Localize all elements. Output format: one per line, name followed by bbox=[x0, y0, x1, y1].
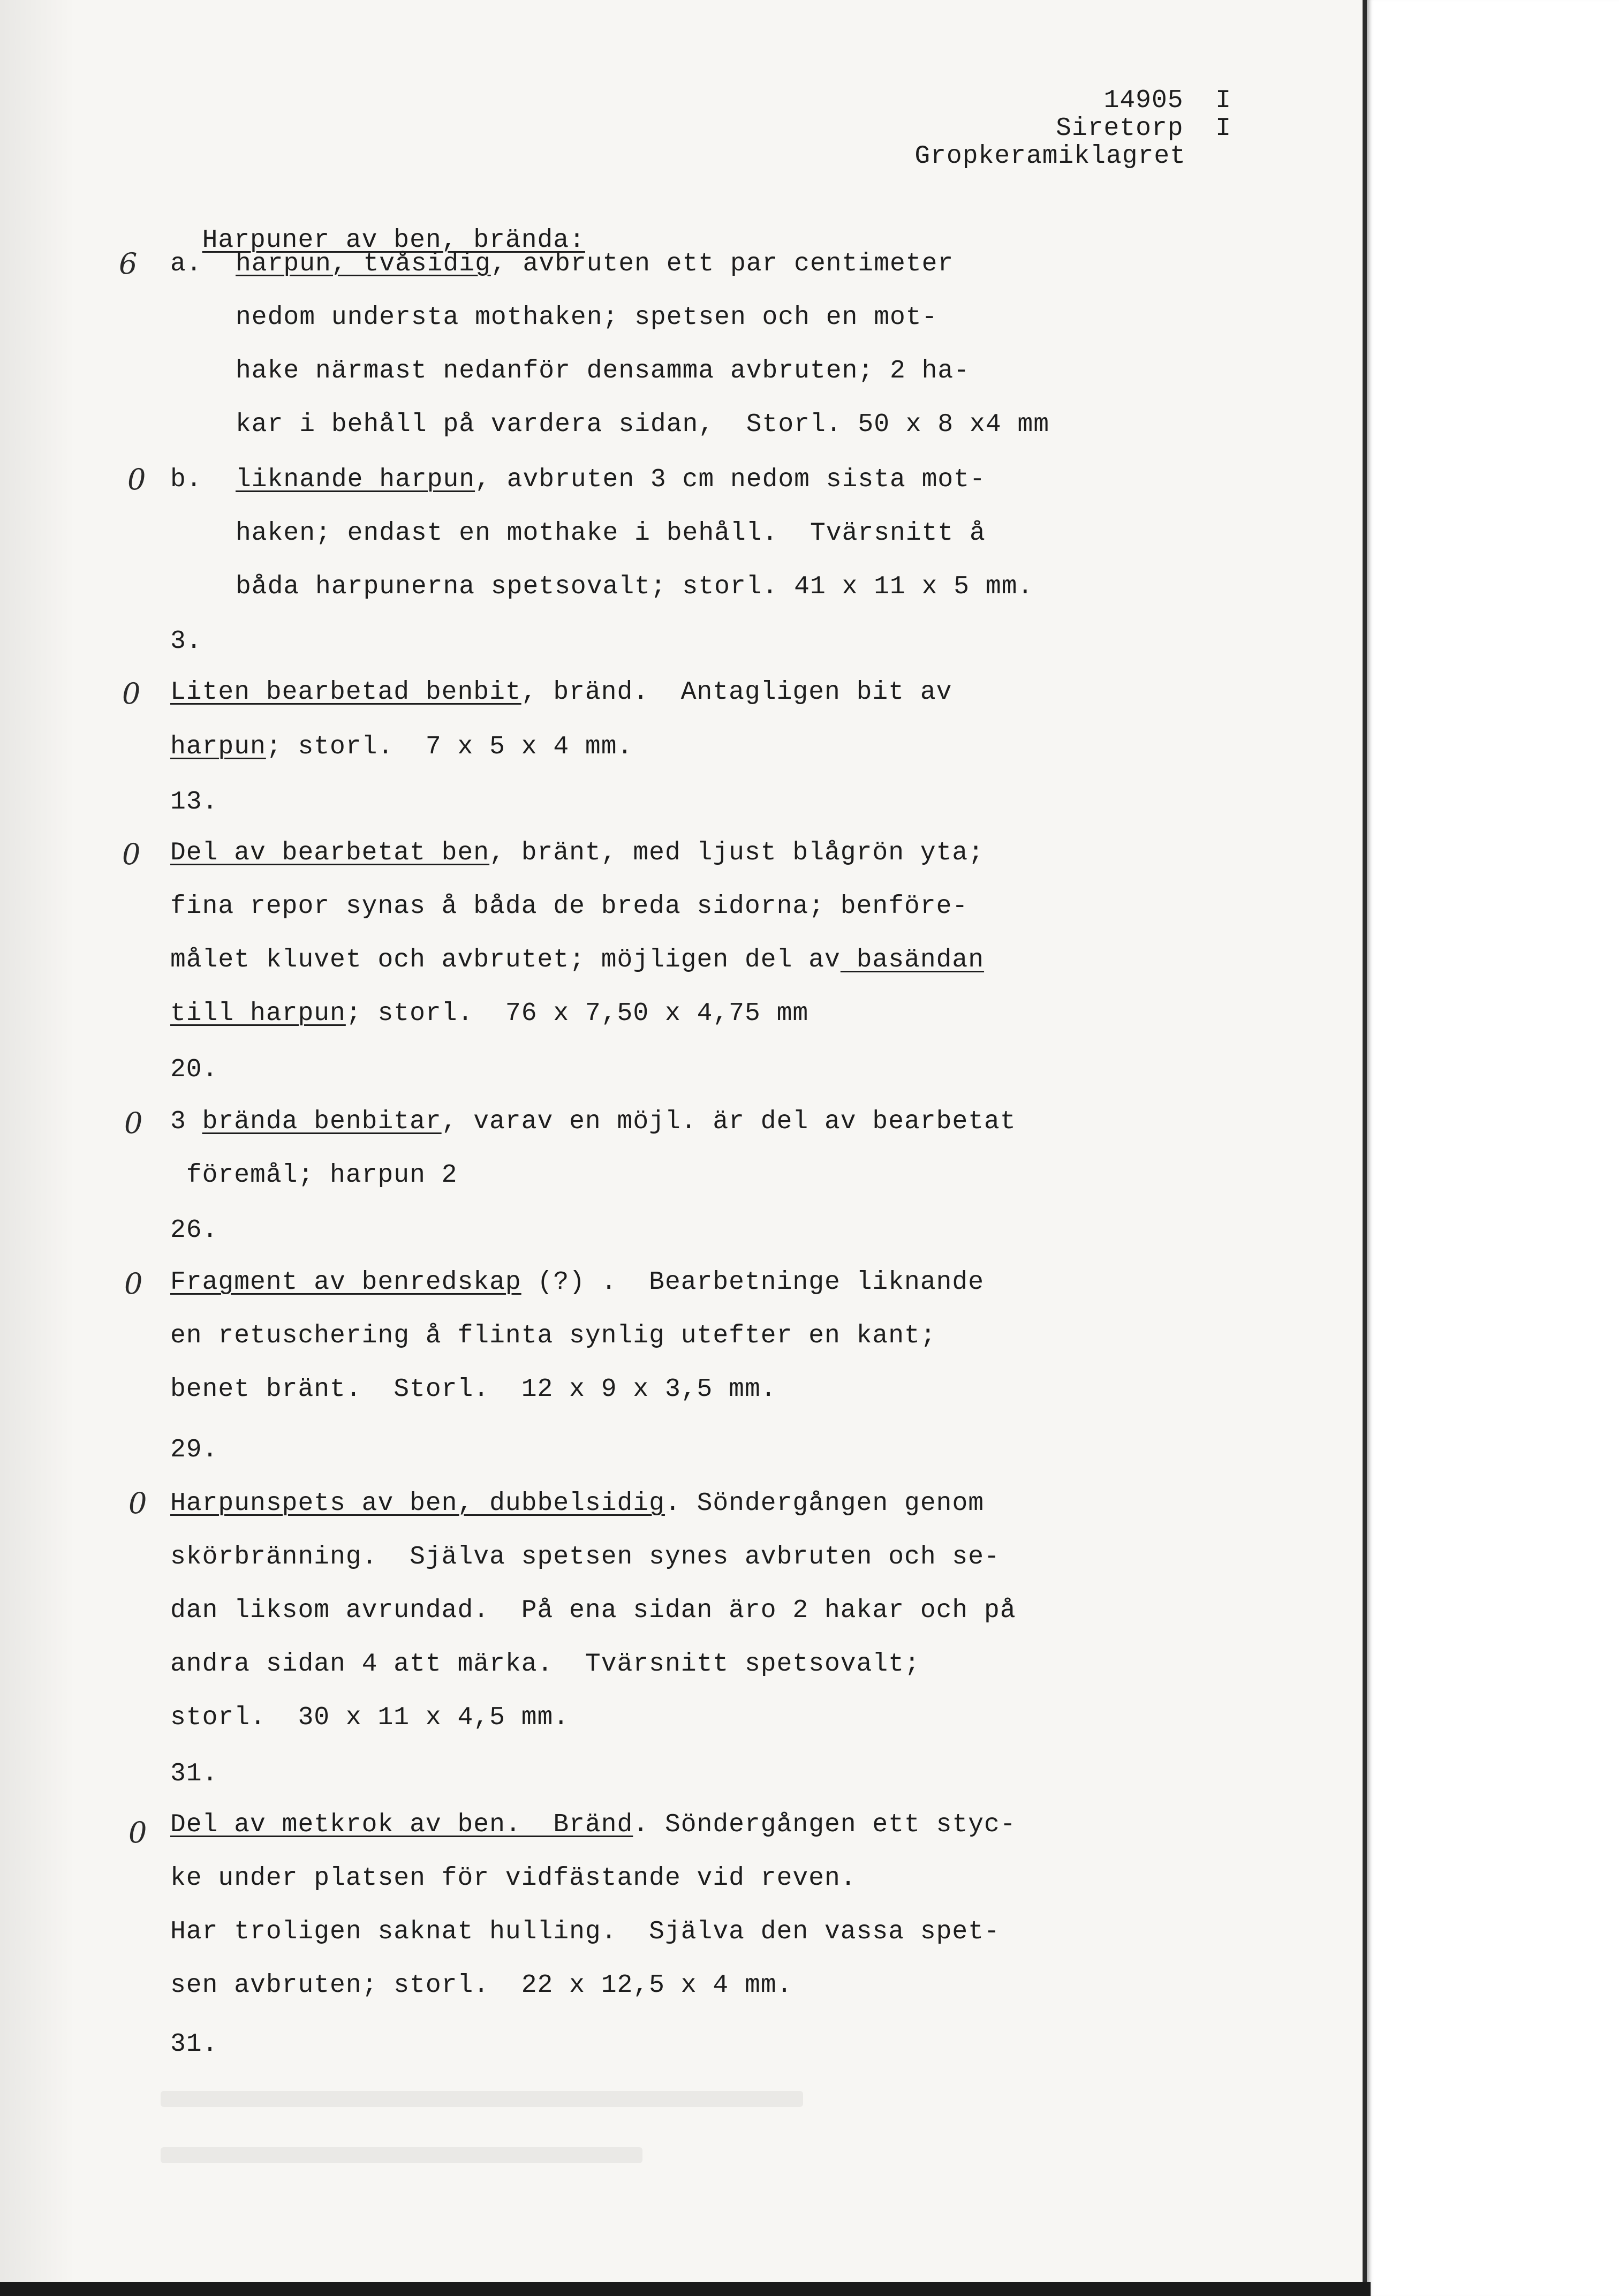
term: harpun bbox=[170, 732, 266, 761]
page-heading bbox=[170, 195, 585, 255]
entry-line: Har troligen saknat hulling. Själva den vassa spet- bbox=[170, 1917, 1000, 1946]
layer-name: Gropkeramiklagret bbox=[914, 142, 1186, 171]
text: ; storl. 7 x 5 x 4 mm. bbox=[266, 732, 633, 761]
term: harpun, tvåsidig bbox=[236, 250, 491, 278]
margin-mark: 0 bbox=[128, 1816, 147, 1849]
find-number: 31. bbox=[170, 1759, 218, 1788]
entry-line: föremål; harpun 2 bbox=[170, 1161, 458, 1190]
text: . Söndergången ett styc- bbox=[633, 1810, 1016, 1839]
entry-line: skörbränning. Själva spetsen synes avbruten och se- bbox=[170, 1543, 1000, 1572]
term: Del av bearbetat ben bbox=[170, 839, 490, 867]
text: (?) . Bearbetninge liknande bbox=[521, 1268, 985, 1297]
entry-line bbox=[170, 999, 808, 1029]
entry-line bbox=[236, 249, 954, 279]
entry-line bbox=[170, 1489, 984, 1519]
term: Harpunspets av ben, dubbelsidig bbox=[170, 1489, 665, 1518]
entry-line: ke under platsen för vidfästande vid reven. bbox=[170, 1864, 857, 1893]
term: Del av metkrok av ben. Bränd bbox=[170, 1810, 633, 1839]
find-number: 13. bbox=[170, 788, 218, 817]
bleed-through bbox=[161, 2091, 803, 2107]
text: , bränt, med ljust blågrön yta; bbox=[489, 839, 985, 867]
entry-label: a. bbox=[170, 250, 202, 278]
bleed-through bbox=[161, 2147, 642, 2163]
text: , avbruten 3 cm nedom sista mot- bbox=[475, 465, 986, 494]
entry-line bbox=[170, 1107, 1016, 1137]
scan-edge-bottom bbox=[0, 2282, 1371, 2296]
scan-shadow bbox=[0, 0, 75, 2296]
entry-line bbox=[170, 838, 984, 868]
margin-mark: 0 bbox=[124, 1106, 143, 1140]
text: . Söndergången genom bbox=[664, 1489, 985, 1518]
scan-edge-right bbox=[1363, 0, 1619, 2296]
find-number: 3. bbox=[170, 627, 202, 656]
term: brända benbitar bbox=[202, 1107, 442, 1136]
site-name: Siretorp I bbox=[1056, 114, 1231, 143]
catalog-number: 14905 I bbox=[1103, 86, 1231, 115]
entry-line bbox=[236, 465, 986, 495]
entry-line: sen avbruten; storl. 22 x 12,5 x 4 mm. bbox=[170, 1971, 793, 2000]
margin-mark: 0 bbox=[128, 1486, 147, 1520]
text: målet kluvet och avbrutet; möjligen del av bbox=[170, 946, 841, 975]
text: , bränd. Antagligen bit av bbox=[521, 678, 952, 707]
margin-mark: 0 bbox=[122, 837, 141, 871]
entry-line bbox=[170, 945, 984, 975]
text: , avbruten ett par centimeter bbox=[490, 250, 954, 278]
margin-mark: 6 bbox=[119, 247, 138, 281]
term: Fragment av benredskap bbox=[170, 1268, 521, 1297]
entry-label: b. bbox=[170, 465, 202, 494]
entry-line: nedom understa mothaken; spetsen och en mot- bbox=[236, 303, 938, 332]
term: basändan bbox=[840, 946, 985, 975]
entry-line bbox=[170, 1267, 984, 1297]
entry-line: fina repor synas å båda de breda sidorna; benföre- bbox=[170, 892, 969, 921]
find-number: 20. bbox=[170, 1055, 218, 1084]
heading-text: Harpuner av ben, brända: bbox=[202, 226, 585, 255]
entry-line: dan liksom avrundad. På ena sidan äro 2 hakar och på bbox=[170, 1596, 1016, 1625]
entry-line: hake närmast nedanför densamma avbruten; 2 ha- bbox=[236, 357, 970, 386]
entry-line bbox=[170, 677, 952, 707]
term: Liten bearbetad benbit bbox=[170, 678, 521, 707]
margin-mark: 0 bbox=[124, 1267, 143, 1301]
text: ; storl. 76 x 7,50 x 4,75 mm bbox=[345, 999, 809, 1028]
term: till harpun bbox=[170, 999, 346, 1028]
entry-line: storl. 30 x 11 x 4,5 mm. bbox=[170, 1703, 570, 1732]
entry-line: båda harpunerna spetsovalt; storl. 41 x 11 x 5 mm. bbox=[236, 572, 1034, 601]
find-number: 26. bbox=[170, 1216, 218, 1245]
text: 3 bbox=[170, 1107, 202, 1136]
entry-line bbox=[170, 732, 633, 762]
entry-line: andra sidan 4 att märka. Tvärsnitt spetsovalt; bbox=[170, 1650, 920, 1679]
text: , varav en möjl. är del av bearbetat bbox=[441, 1107, 1016, 1136]
find-number: 29. bbox=[170, 1436, 218, 1464]
margin-mark: 0 bbox=[122, 677, 141, 711]
margin-mark: 0 bbox=[127, 463, 146, 496]
find-number: 31. bbox=[170, 2030, 218, 2059]
entry-line: benet bränt. Storl. 12 x 9 x 3,5 mm. bbox=[170, 1375, 777, 1404]
term: liknande harpun bbox=[236, 465, 475, 494]
entry-line bbox=[170, 1810, 1016, 1840]
entry-line: haken; endast en mothake i behåll. Tvärsnitt å bbox=[236, 519, 986, 548]
entry-line: kar i behåll på vardera sidan, Storl. 50 x 8 x4 mm bbox=[236, 410, 1050, 439]
entry-line: en retuschering å flinta synlig utefter en kant; bbox=[170, 1321, 936, 1350]
